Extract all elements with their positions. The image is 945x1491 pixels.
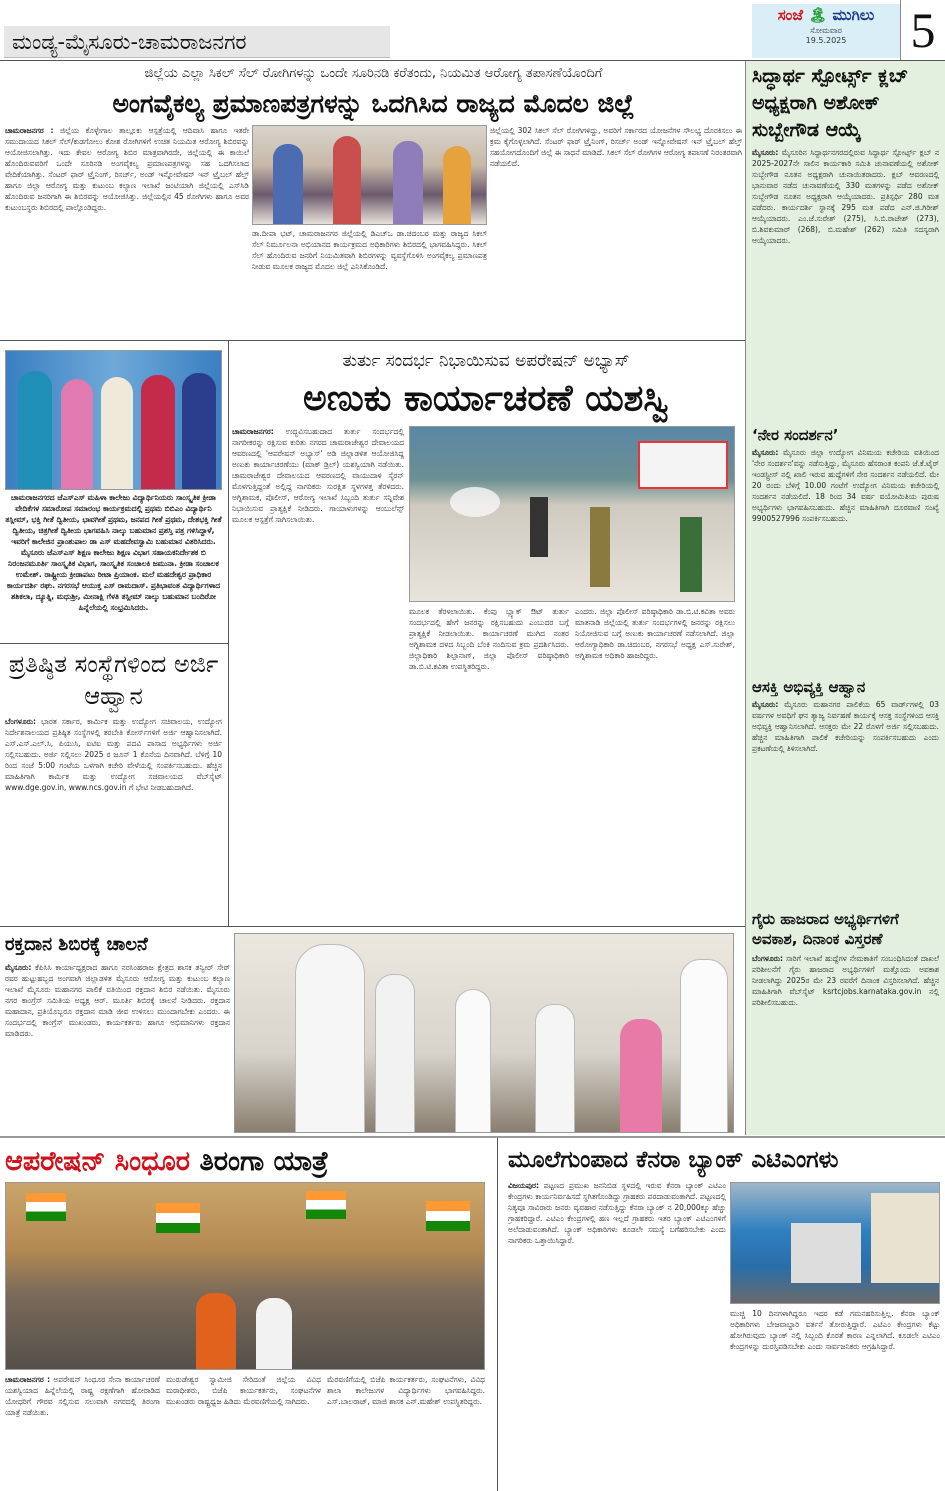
sindoor-body-col3: ಮೆರವಣಿಗೆಯಲ್ಲಿ ಬಿಜೆಪಿ ಕಾರ್ಯಕರ್ತರು, ಸಂಘಟನೆಗಳು, ವಿವಿಧ ಶಾಲಾ ಕಾಲೇಜುಗಳ ವಿದ್ಯಾರ್ಥಿಗಳು ಭಾಗವಹಿಸಿದ್ದರು. ಎಸ್.ಬಾಲರಾಜ್, ಮಾಜಿ ಶಾಸಕ ಎನ್.ಮಹೇಶ್ ಉಪಸ್ಥಿತರಿದ್ದರು. <box>327 1375 485 1406</box>
article-text: ಕೆಪಿಸಿಸಿ ಕಾರ್ಯಾಧ್ಯಕ್ಷರಾದ ಹಾಗೂ ನರಸಿಂಹರಾಜ ಕ್ಷೇತ್ರದ ಶಾಸಕ ತನ್ವೀರ್ ಸೇಠ್ ರವರ ಹುಟ್ಟುಹಬ್ಬದ ಅಂಗವಾಗಿ ಜಿಲ್ಲಾಡಳಿತ ಮೈಸೂರು ಆರೋಗ್ಯ ಮತ್ತು ಕುಟುಂಬ ಕಲ್ಯಾಣ ಇಲಾಖೆ ಮೈಸೂರು ಮಹಾನಗರ ಪಾಲಿಕೆ ವತಿಯಿಂದ ರಕ್ತದಾನ ಶಿಬಿರ ನಡೆಯಿತು. ಮೈಸೂರು ನಗರ ಕಾಂಗ್ರೆಸ್ ಸಮಿತಿಯ ಅಧ್ಯಕ್ಷ ಆರ್. ಮೂರ್ತಿ ಶಿಬಿರಕ್ಕೆ ಚಾಲನೆ ನೀಡಿದರು. ರಕ್ತದಾನ ಮಹಾದಾನ, ಪ್ರತಿಯೊಬ್ಬರೂ ರಕ್ತದಾನ ಮಾಡಿ ಜೀವ ಉಳಿಸಲು ಮುಂದಾಗಬೇಕು ಎಂದರು. ಈ ಸಂದರ್ಭದಲ್ಲಿ ಕಾಂಗ್ರೆಸ್ ಮುಖಂಡರು, ಕಾರ್ಯಕರ್ತರು ಹಾಗೂ ಅಭಿಮಾನಿಗಳು ರಕ್ತದಾನ ಮಾಡಿದರು. <box>5 963 230 1038</box>
issue-day: ಸೋಮವಾರ <box>810 26 842 35</box>
blood-photo <box>234 933 734 1133</box>
article-text: ಜಿಲ್ಲೆಯ ಕೊಳ್ಳೇಗಾಲ ತಾಲ್ಲೂಕು ಆಸ್ಪತ್ರೆಯಲ್ಲಿ ಆದಿವಾಸಿ ಹಾಗೂ ಇತರೇ ಸಮುದಾಯದ ಸಿಕಲ್ ಸೆಲ್/ಕುಡಗೋಲು ಕೋಶ ರೋಗಿಗಳಿಗೆ ಉಚಿತ ನಿಯಮಿತ ಆರೋಗ್ಯ ಶಿಬಿರವನ್ನು ಆಯೋಜಿಸಲಾಗಿತ್ತು. ಇದು ಕೇವಲ ಆರೋಗ್ಯ ಶಿಬಿರ ಮಾತ್ರವಾಗಿರದೇ, ಜಿಲ್ಲೆಯಲ್ಲಿ ಈ ಕಾಯಿಲೆ ಹೊಂದಿರುವವರಿಗೆ ಒಂದೇ ಸೂರಿನಡಿ ಅಂಗವೈಕಲ್ಯ ಪ್ರಮಾಣಪತ್ರಗಳನ್ನು ಸಹ ಒದಗಿಸಲಾದ ವೇದಿಕೆಯಾಗಿತ್ತು. ಸೆಂಟರ್ ಫಾರ್ ಟ್ರೈನಿಂಗ್, ರಿಸರ್ಚ್, ಅಂಡ್ ಇನ್ನೋವೇಷನ್ ಇನ್ ಟ್ರೈಬಲ್ ಹೆಲ್ತ್ ಹಾಗೂ ಜಿಲ್ಲಾ ಆರೋಗ್ಯ ಮತ್ತು ಕುಟುಂಬ ಕಲ್ಯಾಣ ಇಲಾಖೆ ಜಂಟಿಯಾಗಿ ಜಿಲ್ಲೆಯಲ್ಲಿ ಎಸ್‌ಸಿಡಿ ಹೊಂದಿರುವ ಜನರಿಗಾಗಿ ಈ ಶಿಬಿರವನ್ನು ಆಯೋಜಿಸಿತ್ತು. ಜಿಲ್ಲೆಯಲ್ಲಿನ 45 ರೋಗಿಗಳು ಹಾಗೂ ಅವರ ಕುಟುಂಬಸ್ಥರು ಶಿಬಿರದಲ್ಲಿ ಪಾಲ್ಗೊಂಡಿದ್ದರು. <box>5 126 249 212</box>
drill-photo <box>409 426 735 602</box>
atm-photo <box>730 1182 940 1304</box>
dateline: ಚಾಮರಾಜನಗರ : <box>5 1375 51 1384</box>
lead-headline: ಅಂಗವೈಕಲ್ಯ ಪ್ರಮಾಣಪತ್ರಗಳನ್ನು ಒದಗಿಸಿದ ರಾಜ್ಯದ ಮೊದಲ ಜಿಲ್ಲೆ <box>112 89 635 118</box>
atm-body-col1 <box>508 1180 726 1488</box>
issue-date: 19.5.2025 <box>805 36 847 45</box>
sindoor-photo <box>5 1182 485 1370</box>
right-column <box>745 61 945 1135</box>
drill-body-col3: ಎಂದರು. ಜಿಲ್ಲಾ ಪೊಲೀಸ್ ವರಿಷ್ಠಾಧಿಕಾರಿ ಡಾ.ಬಿ.ಟಿ.ಕವಿತಾ ಅವರು ಮಾತನಾಡಿ ಜಿಲ್ಲೆಯಲ್ಲಿ ತುರ್ತು ಸಂದರ್ಭಗಳಲ್ಲಿ ಜನರನ್ನು ರಕ್ಷಿಸಲು ನಿಯೋಜಿಸುವ ಬಗ್ಗೆ ಅಣುಕು ಕಾರ್ಯಾಚರಣೆ ನಡೆಸಲಾಗಿದೆ. ಜಿಲ್ಲಾ ಆರೋಗ್ಯಾಧಿಕಾರಿ ಡಾ.ಚಿದಂಬರ, ನಗರಸಭೆ ಅಧ್ಯಕ್ಷ ಎಸ್.ಸುರೇಶ್, ಅಗ್ನಿಶಾಮಕ ಅಧಿಕಾರಿ ಹಾಜರಿದ್ದರು. <box>575 607 735 660</box>
dateline: ಮೈಸೂರು: <box>752 148 779 157</box>
dateline: ವಿಜಯಪುರ: <box>508 1181 539 1190</box>
dateline: ಬೆಂಗಳೂರು: <box>752 954 784 963</box>
article-text: ಮೈಸೂರು ಜಿಲ್ಲಾ ಉದ್ಯೋಗ ವಿನಿಮಯ ಕಚೇರಿಯ ವತಿಯಿಂದ 'ನೇರ ಸಂದರ್ಶನ'ವನ್ನು ನಡೆಸುತ್ತಿದ್ದು, ಮೈಸೂರು ಹೆಸರಾಂತ ಕಂಪನಿ ಜೆ.ಕೆ.ಟೈರ್ ಇಂಡಸ್ಟ್ರೀಸ್ ನಲ್ಲಿ ಖಾಲಿ ಇರುವ ಹುದ್ದೆಗಳಿಗೆ ನೇರ ಸಂದರ್ಶನ ನಡೆಯಲಿದೆ. ಮೇ 20 ರಂದು ಬೆಳಿಗ್ಗೆ 10.00 ಗಂಟೆಗೆ ಉದ್ಯೋಗ ವಿನಿಮಯ ಕಚೇರಿಯಲ್ಲಿ ಸಂದರ್ಶನ ನಡೆಯಲಿದೆ. 18 ರಿಂದ 34 ವರ್ಷ ವಯೋಮಿತಿಯ ಪುರುಷ ಅಭ್ಯರ್ಥಿಗಳು ಭಾಗವಹಿಸಬಹುದು. ಹೆಚ್ಚಿನ ಮಾಹಿತಿಗಾಗಿ ದೂರವಾಣಿ ಸಂಖ್ಯೆ 9900527996 ಸಂಪರ್ಕಿಸಬಹುದು. <box>752 448 939 523</box>
atm-body-col2: ಮುಚ್ಚಿ 10 ದಿನಗಳಾಗಿದ್ದರೂ ಇದರ ಕಡೆ ಗಮನಹರಿಸುತ್ತಿಲ್ಲ. ಕೆನರಾ ಬ್ಯಾಂಕ್ ಅಧಿಕಾರಿಗಳು ಬೇಜವಾಬ್ದಾರಿ ವರ್ತನೆ ತೋರುತ್ತಿದ್ದಾರೆ. ಎಟಿಎಂ ಕೇಂದ್ರಗಳು ಕೆಟ್ಟು ಹೋಗಿರುವುದು ಬ್ಯಾಂಕ್ ನಲ್ಲಿ ಸಿಬ್ಬಂದಿ ಕೊರತೆ ಕಾರಣ ಎನ್ನಲಾಗಿದೆ. ಕೂಡಲೇ ಎಟಿಎಂ ಕೇಂದ್ರಗಳನ್ನು ದುರಸ್ತಿಪಡಿಸಬೇಕು ಎಂದು ಸಾರ್ವಜನಿಕರು ಆಗ್ರಹಿಸಿದ್ದಾರೆ. <box>730 1309 940 1351</box>
column-divider <box>497 1138 498 1491</box>
column-divider <box>228 341 229 926</box>
interest-body <box>752 699 939 905</box>
college-caption: ಚಾಮರಾಜನಗರದ ಜೆಎಸ್‌ಎಸ್ ಮಹಿಳಾ ಕಾಲೇಜು ವಿದ್ಯಾರ್ಥಿನಿಯರು ಸಾಂಸ್ಕೃತಿಕ ಕ್ರೀಡಾ ವೇದಿಕೆಗಳ ಸಮಾರೋಪ ಸಮಾರಂಭ ಕಾರ್ಯಕ್ರಮದಲ್ಲಿ ಪ್ರಥಮ ಬಿಬಿಎಂ ವಿದ್ಯಾರ್ಥಿನಿ ತಸ್ಲೀಮ್, ಭಕ್ತಿ ಗೀತೆ ದ್ವಿತೀಯ, ಭಾವಗೀತೆ ಪ್ರಥಮ, ಜನಪದ ಗೀತೆ ಪ್ರಥಮ, ದೇಶಭಕ್ತಿ ಗೀತೆ ದ್ವಿತೀಯ, ಚಿತ್ರಗೀತೆ ದ್ವಿತೀಯ ಭಾಗವಹಿಸಿ ನಾಲ್ಕು ಬಹುಮಾನ ಪ್ರಶಸ್ತಿ ಪತ್ರ ಗಳಿಸಿದ್ದಾಳೆ, ಇವರಿಗೆ ಕಾಲೇಜಿನ ಪ್ರಾಂಶುಪಾಲ ಡಾ ಎಸ್ ಮಹದೇವಸ್ವಾಮಿ ಬಹುಮಾನ ವಿತರಿಸಿದರು. ಮೈಸೂರು ಜೆಎಸ್‌ಎಸ್ ಶಿಕ್ಷಣ ಕಾಲೇಜು ಶಿಕ್ಷಣ ವಿಭಾಗ ಸಹಾಯಕನಿರ್ದೇಶಕ ಬಿ ನಿರಂಜನಮೂರ್ತಿ ಸಾಂಸ್ಕೃತಿಕ ವಿಭಾಗ, ಸಾಂಸ್ಕೃತಿಕ ಸಂಚಾಲಕಿ ಜಮುನಾ. ಕ್ರೀಡಾ ಸಂಚಾಲಕ ಉಮೇಶ್. ರಾಷ್ಟ್ರೀಯ ಕ್ರೀಡಾಪಟು ರೀಟಾ ಪ್ರಿಯಾಂಕ. ಮಲೆ ಮಹದೇಶ್ವರ ಪ್ರಾಧಿಕಾರ ಕಾರ್ಯದರ್ಶಿ ರಘು. ನಗರಸಭೆ ಆಯುಕ್ತ ಎಸ್ ರಾಮದಾಸ್. ಪ್ರತಿಭಾವಂತ ವಿದ್ಯಾರ್ಥಿಗಳಾದ ಶಶಿಕಲಾ, ದ್ಯೂತ್ನಿ, ಮಧುಶ್ರೀ, ಮೀನಾಕ್ಷಿ ಗೆಳತಿ ತಸ್ಲೀಮ್ ನಾಲ್ಕು ಬಹುಮಾನ ಬಂದಿರೋ ಹಿನ್ನೆಲೆಯಲ್ಲಿ ಸಂಭ್ರಮಿಸಿದರು. <box>5 493 222 612</box>
dateline: ಮೈಸೂರು: <box>5 963 32 972</box>
article-text: ಸಾರಿಗೆ ಇಲಾಖೆ ಹುದ್ದೆಗಳ ನೇಮಕಾತಿಗೆ ಸಂಬಂಧಿಸಿದಂತೆ ದಾಖಲೆ ಪರಿಶೀಲನೆಗೆ ಗೈರು ಹಾಜರಾದ ಅಭ್ಯರ್ಥಿಗಳಿಗೆ ಮತ್ತೊಂದು ಅವಕಾಶ ನೀಡಲಾಗಿದ್ದು 2025ರ ಮೇ 23 ರವರೆಗೆ ದಿನಾಂಕ ವಿಸ್ತರಿಸಲಾಗಿದೆ. ಹೆಚ್ಚಿನ ಮಾಹಿತಿಗಾಗಿ ವೆಬ್‌ಸೈಟ್ ksrtcjobs.karnataka.gov.in ನಲ್ಲಿ ಪರಿಶೀಲಿಸಬಹುದು. <box>752 954 939 1007</box>
sindoor-body-col2: ಮುರುಡೇಶ್ವರ ಸ್ವಾಮೀಜಿ ಸೇರಿದಂತೆ ಜಿಲ್ಲೆಯ ವಿವಿಧ ಮಠಾಧೀಶರು, ಬಿಜೆಪಿ ಕಾರ್ಯಕರ್ತರು, ಸಂಘಟನೆಗಳ ಮುಖಂಡರು ರಾಷ್ಟ್ರಧ್ವಜ ಹಿಡಿದು ಮೆರವಣಿಗೆಯಲ್ಲಿ ಸಾಗಿದರು. <box>166 1375 321 1406</box>
interview-body <box>752 447 939 673</box>
absent-body <box>752 953 939 1121</box>
dateline: ಚಾಮರಾಜನಗರ: <box>232 427 274 436</box>
sindoor-body-col1 <box>5 1374 160 1489</box>
interest-headline: ಆಸಕ್ತಿ ಅಭಿವ್ಯಕ್ತಿ ಆಹ್ವಾನ <box>752 678 866 696</box>
jobs-headline: ಪ್ರತಿಷ್ಠಿತ ಸಂಸ್ಥೆಗಳಿಂದ ಅರ್ಜಿ ಆಹ್ವಾನ <box>8 650 219 710</box>
club-headline: ಸಿದ್ಧಾರ್ಥ ಸ್ಪೋರ್ಟ್ಸ್ ಕ್ಲಬ್ ಅಧ್ಯಕ್ಷರಾಗಿ ಅಶೋಕ್ ಸುಬ್ಬೇಗೌಡ ಆಯ್ಕೆ <box>752 65 909 141</box>
dateline: ಚಾಮರಾಜನಗರ : <box>5 126 54 135</box>
divider <box>0 643 228 644</box>
lead-kicker: ಜಿಲ್ಲೆಯ ಎಲ್ಲಾ ಸಿಕಲ್ ಸೆಲ್ ರೋಗಿಗಳನ್ನು ಒಂದೇ ಸೂರಿನಡಿ ಕರೆತಂದು, ನಿಯಮಿತ ಆರೋಗ್ಯ ತಪಾಸಣೆಯೊಂದಿಗೆ <box>144 66 603 81</box>
section-title-box <box>4 26 390 58</box>
sindoor-headline-red: ಆಪರೇಷನ್ ಸಿಂಧೂರ <box>5 1146 191 1177</box>
drill-kicker: ತುರ್ತು ಸಂದರ್ಭ ನಿಭಾಯಿಸುವ ಅಪರೇಷನ್ ಅಭ್ಯಾಸ್ <box>342 351 630 371</box>
section-title: ಮಂಡ್ಯ-ಮೈಸೂರು-ಚಾಮರಾಜನಗರ <box>12 30 247 54</box>
club-body <box>752 147 939 417</box>
article-text: ಭಾರತ ಸರ್ಕಾರ, ಕಾರ್ಮಿಕ ಮತ್ತು ಉದ್ಯೋಗ ಸಚಿವಾಲಯ, ಉದ್ಯೋಗ ನಿರ್ದೇಶನಾಲಯದ ಪ್ರತಿಷ್ಠಿತ ಸಂಸ್ಥೆಗಳಲ್ಲಿ ತರಬೇತಿ ಕೋರ್ಸ್‌ಗಳಿಗೆ ಅರ್ಜಿ ಆಹ್ವಾನಿಸಲಾಗಿದೆ. ಎಸ್.ಎಸ್.ಎಲ್.ಸಿ, ಪಿಯುಸಿ, ಐಟಿಐ ಮತ್ತು ಪದವಿ ಪಾಸಾದ ಅಭ್ಯರ್ಥಿಗಳು ಅರ್ಜಿ ಸಲ್ಲಿಸಬಹುದು. ಅರ್ಜಿ ಸಲ್ಲಿಸಲು 2025 ರ ಜೂನ್ 1 ಕೊನೆಯ ದಿನವಾಗಿದೆ. ಬೆಳಿಗ್ಗೆ 10 ರಿಂದ ಸಂಜೆ 5:00 ಗಂಟೆಯ ಒಳಗಾಗಿ ಕಚೇರಿ ವೇಳೆಯಲ್ಲಿ ಸಂಪರ್ಕಿಸಬಹುದು. ಹೆಚ್ಚಿನ ಮಾಹಿತಿಗಾಗಿ ಕಾರ್ಮಿಕ ಮತ್ತು ಉದ್ಯೋಗ ಸಚಿವಾಲಯದ ವೆಬ್‌ಸೈಟ್ www.dge.gov.in, www.ncs.gov.in ಗೆ ಭೇಟಿ ನೀಡಬಹುದಾಗಿದೆ. <box>5 717 222 792</box>
lead-photo <box>252 125 487 225</box>
interview-headline: ‘ನೇರ ಸಂದರ್ಶನ’ <box>752 426 839 444</box>
article-text: ಪಟ್ಟಣದ ಪ್ರಮುಖ ಜನನಿಬಿಡ ಸ್ಥಳದಲ್ಲಿ ಇರುವ ಕೆನರಾ ಬ್ಯಾಂಕ್ ಎಟಿಎಂ ಕೇಂದ್ರಗಳು ಕಾರ್ಯನಿರ್ವಹಿಸದೆ ಸ್ಥಗಿತಗೊಂಡಿದ್ದು ಗ್ರಾಹಕರು ಪರದಾಡುವಂತಾಗಿದೆ. ಪಟ್ಟಣದಲ್ಲಿ ನಿತ್ಯವೂ ಸಾವಿರಾರು ಜನರು ವ್ಯವಹಾರ ನಡೆಸುತ್ತಿದ್ದು ಕೆನರಾ ಬ್ಯಾಂಕ್ ನ 20,000ಕ್ಕೂ ಹೆಚ್ಚು ಗ್ರಾಹಕರಿದ್ದಾರೆ. ಎಟಿಎಂ ಕೇಂದ್ರಗಳಲ್ಲಿ ಹಣ ಇಲ್ಲದೆ ಗ್ರಾಹಕರು ಇತರ ಬ್ಯಾಂಕ್ ಎಟಿಎಂಗಳಿಗೆ ಅಲೆದಾಡುವಂತಾಗಿದೆ. ಬ್ಯಾಂಕ್ ಅಧಿಕಾರಿಗಳು ಕೂಡಲೇ ಸಮಸ್ಯೆ ಬಗೆಹರಿಸಬೇಕು ಎಂದು ನಾಗರಿಕರು ಒತ್ತಾಯಿಸಿದ್ದಾರೆ. <box>508 1181 726 1245</box>
dateline: ಮೈಸೂರು: <box>752 700 779 709</box>
article-text: ಮೈಸೂರಿನ ಸಿದ್ಧಾರ್ಥನಗರದಲ್ಲಿರುವ ಸಿದ್ಧಾರ್ಥ ಸ್ಪೋರ್ಟ್ಸ್ ಕ್ಲಬ್ ನ 2025-2027ನೇ ಸಾಲಿನ ಕಾರ್ಯಕಾರಿ ಸಮಿತಿ ಚುನಾವಣೆಯಲ್ಲಿ ಅಶೋಕ್ ಸುಬ್ಬೇಗೌಡ ನೂತನ ಅಧ್ಯಕ್ಷರಾಗಿ ಚುನಾಯಿತರಾದರು. ಕ್ಲಬ್ ಆವರಣದಲ್ಲಿ ಭಾನುವಾರ ನಡೆದ ಚುನಾವಣೆಯಲ್ಲಿ 330 ಮತಗಳನ್ನು ಪಡೆದ ಅಶೋಕ್ ಸುಬ್ಬೇಗೌಡ ನೂತನ ಅಧ್ಯಕ್ಷರಾಗಿ ಆಯ್ಕೆಯಾದರು. ಪ್ರತಿಸ್ಪರ್ಧಿ 280 ಮತ ಪಡೆದರು. ಕಾರ್ಯದರ್ಶಿ ಸ್ಥಾನಕ್ಕೆ 295 ಮತ ಪಡೆದ ಎನ್.ಜಿ.ಗಿರೀಶ್ ಆಯ್ಕೆಯಾದರು. ಎಂ.ಜೆ.ಸುರೇಶ್ (275), ಸಿ.ಬಿ.ರಾಜೇಶ್ (273), ಬಿ.ಶಿವಕುಮಾರ್ (268), ಬಿ.ಮಹೇಶ್ (262) ಸಮಿತಿ ಸದಸ್ಯರಾಗಿ ಆಯ್ಕೆಯಾದರು. <box>752 148 939 245</box>
lead-body-col3: ಜಿಲ್ಲೆಯಲ್ಲಿ 302 ಸಿಕಲ್ ಸೆಲ್ ರೋಗಿಗಳಿದ್ದು, ಅವರಿಗೆ ಸರ್ಕಾರದ ಯೋಜನೆಗಳ ಸೌಲಭ್ಯ ದೊರಕಿಸಲು ಈ ಕ್ರಮ ಕೈಗೊಳ್ಳಲಾಗಿದೆ. ಸೆಂಟರ್ ಫಾರ್ ಟ್ರೈನಿಂಗ್, ರಿಸರ್ಚ್ ಅಂಡ್ ಇನ್ನೋವೇಷನ್ ಇನ್ ಟ್ರೈಬಲ್ ಹೆಲ್ತ್ ಸಹಯೋಗದೊಂದಿಗೆ ಜಿಲ್ಲೆ ಈ ಸಾಧನೆ ಮಾಡಿದೆ. ಸಿಕಲ್ ಸೆಲ್ ರೋಗಿಗಳ ಆರೋಗ್ಯ ತಪಾಸಣೆ ನಿರಂತರವಾಗಿ ನಡೆಯಲಿದೆ. <box>490 126 742 168</box>
divider <box>0 1136 945 1138</box>
article-text: ಉದ್ಭವಿಸಬಹುದಾದ ತುರ್ತು ಸಂದರ್ಭದಲ್ಲಿ ನಾಗರೀಕರನ್ನು ರಕ್ಷಿಸುವ ಕುರಿತು ನಗರದ ಚಾಮರಾಜೇಶ್ವರ ದೇವಾಲಯದ ಆವರಣದಲ್ಲಿ 'ಆಪರೇಷನ್ ಅಭ್ಯಾಸ್' ಅಡಿ ಜಿಲ್ಲಾಡಳಿತ ಆಯೋಜಿಸಿದ್ದ ಅಣುಕು ಕಾರ್ಯಾಚರಣೆಯು (ಮಾಕ್ ಡ್ರಿಲ್) ಯಶಸ್ವಿಯಾಗಿ ನಡೆಯಿತು. ಚಾಮರಾಜೇಶ್ವರ ದೇವಾಲಯದ ಆವರಣದಲ್ಲಿ ವಾಯುದಾಳಿ ಸೈರನ್ ಮೊಳಗುತ್ತಿದ್ದಂತೆ ಅಲ್ಲಿದ್ದ ನಾಗರಿಕರು ಸುರಕ್ಷಿತ ಸ್ಥಳಗಳತ್ತ ತೆರಳಿದರು. ಅಗ್ನಿಶಾಮಕ, ಪೊಲೀಸ್, ಆರೋಗ್ಯ ಇಲಾಖೆ ಸಿಬ್ಬಂದಿ ತುರ್ತು ಸನ್ನಿವೇಶ ನಿಭಾಯಿಸುವ ಪ್ರಾತ್ಯಕ್ಷಿಕೆ ನೀಡಿದರು. ಗಾಯಾಳುಗಳನ್ನು ಆಂಬುಲೆನ್ಸ್ ಮೂಲಕ ಆಸ್ಪತ್ರೆಗೆ ಸಾಗಿಸಲಾಯಿತು. <box>232 427 404 524</box>
dateline: ಬೆಂಗಳೂರು: <box>5 717 37 726</box>
sindoor-headline-black: ತಿರಂಗಾ ಯಾತ್ರೆ <box>199 1146 329 1177</box>
jobs-body <box>5 716 222 924</box>
article-text: ಮೈಸೂರು ಮಹಾನಗರ ಪಾಲಿಕೆಯ 65 ವಾರ್ಡ್‌ಗಳಲ್ಲಿ 03 ವರ್ಷಗಳ ಅವಧಿಗೆ ಘನ ತ್ಯಾಜ್ಯ ನಿರ್ವಹಣೆ ಕಾರ್ಯಕ್ಕೆ ಆಸಕ್ತ ಸಂಸ್ಥೆಗಳಿಂದ ಆಸಕ್ತಿ ಅಭಿವ್ಯಕ್ತಿ ಆಹ್ವಾನಿಸಲಾಗಿದೆ. ಆಸಕ್ತರು ಮೇ 22 ರೊಳಗೆ ಅರ್ಜಿ ಸಲ್ಲಿಸಬಹುದು. ಹೆಚ್ಚಿನ ಮಾಹಿತಿಗಾಗಿ ಪಾಲಿಕೆ ಕಚೇರಿಯನ್ನು ಸಂಪರ್ಕಿಸಬಹುದು ಎಂದು ಪ್ರಕಟಣೆಯಲ್ಲಿ ತಿಳಿಸಲಾಗಿದೆ. <box>752 700 939 753</box>
divider <box>0 926 745 927</box>
page-number: 5 <box>900 0 945 60</box>
logo-island-icon: 🏝 <box>808 6 828 24</box>
atm-headline: ಮೂಲೆಗುಂಪಾದ ಕೆನರಾ ಬ್ಯಾಂಕ್ ಎಟಿಎಂಗಳು <box>508 1147 839 1173</box>
lead-body-col2: ಡಾ.ದೀಪಾ ಭಟ್, ಚಾಮರಾಜನಗರ ಜಿಲ್ಲೆಯಲ್ಲಿ ಡಿಎಚ್‌ಒ ಡಾ.ಚಿದಂಬರ ಮತ್ತು ರಾಜ್ಯದ ಸಿಕಲ್ ಸೆಲ್ ನಿರ್ಮೂಲನಾ ಅಭಿಯಾನದ ಕಾರ್ಯಕ್ರಮದ ಅಧಿಕಾರಿಗಳು ಶಿಬಿರದಲ್ಲಿ ಭಾಗವಹಿಸಿದ್ದರು. ಸಿಕಲ್ ಸೆಲ್ ಹೊಂದಿರುವ ಜನರಿಗೆ ನಿಯಮಿತವಾಗಿ ಶಿಬಿರಗಳನ್ನು ವ್ಯವಸ್ಥೆಗೊಳಿಸಿ ಅಂಗವೈಕಲ್ಯ ಪ್ರಮಾಣಪತ್ರ ನೀಡುವ ಮೂಲಕ ರಾಜ್ಯದ ಮೊದಲ ಜಿಲ್ಲೆ ಎನಿಸಿಕೊಂಡಿದೆ. <box>252 229 487 271</box>
blood-headline: ರಕ್ತದಾನ ಶಿಬಿರಕ್ಕೆ ಚಾಲನೆ <box>5 934 148 955</box>
logo-right: ಮುಗಿಲು <box>832 6 875 24</box>
college-photo <box>5 350 222 490</box>
sindoor-headline <box>5 1142 495 1182</box>
divider <box>0 340 745 341</box>
drill-body-col1 <box>232 426 404 916</box>
logo-left: ಸಂಜೆ <box>777 6 804 24</box>
drill-body-col2: ಮೂಲಕ ತೆರಳಲಾಯಿತು. ಕೆಂಪು ಬ್ಲ್ಯಾಕ್ ಔಟ್ ತುರ್ತು ಸಂದರ್ಭದಲ್ಲಿ ಹೇಗೆ ಜನರನ್ನು ರಕ್ಷಿಸಬಹುದು ಎಂಬುದರ ಬಗ್ಗೆ ಪ್ರಾತ್ಯಕ್ಷಿಕೆ ನೀಡಲಾಯಿತು. ಕಾರ್ಯಾಚರಣೆ ಮುಗಿದ ನಂತರ ಅಗ್ನಿಶಾಮಕ ದಳದ ಸಿಬ್ಬಂದಿ ಬೆಂಕಿ ನಂದಿಸುವ ಕ್ರಮ ಪ್ರದರ್ಶಿಸಿದರು. ಜಿಲ್ಲಾಧಿಕಾರಿ ಶಿಲ್ಪಾನಾಗ್, ಜಿಲ್ಲಾ ಪೊಲೀಸ್ ವರಿಷ್ಠಾಧಿಕಾರಿ ಡಾ.ಬಿ.ಟಿ.ಕವಿತಾ ಉಪಸ್ಥಿತರಿದ್ದರು. <box>409 607 569 671</box>
masthead <box>752 4 900 58</box>
article-text: ಅಪರೇಷನ್ ಸಿಂಧೂರ ಸೇನಾ ಕಾರ್ಯಾಚರಣೆ ಯಶಸ್ವಿಯಾದ ಹಿನ್ನೆಲೆಯಲ್ಲಿ ರಾಷ್ಟ್ರ ರಕ್ಷಣೆಗಾಗಿ ಹೋರಾಡಿದ ಯೋಧರಿಗೆ ಗೌರವ ಸಲ್ಲಿಸುವ ಸಲುವಾಗಿ ನಗರದಲ್ಲಿ ತಿರಂಗಾ ಯಾತ್ರೆ ನಡೆಯಿತು. <box>5 1375 160 1417</box>
dateline: ಮೈಸೂರು: <box>752 448 779 457</box>
lead-body-col1 <box>5 125 249 333</box>
blood-body <box>5 962 230 1130</box>
drill-headline: ಅಣುಕು ಕಾರ್ಯಾಚರಣೆ ಯಶಸ್ವಿ <box>303 378 669 419</box>
absent-headline: ಗೈರು ಹಾಜರಾದ ಅಭ್ಯರ್ಥಿಗಳಿಗೆ ಅವಕಾಶ, ದಿನಾಂಕ ವಿಸ್ತರಣೆ <box>752 910 899 948</box>
